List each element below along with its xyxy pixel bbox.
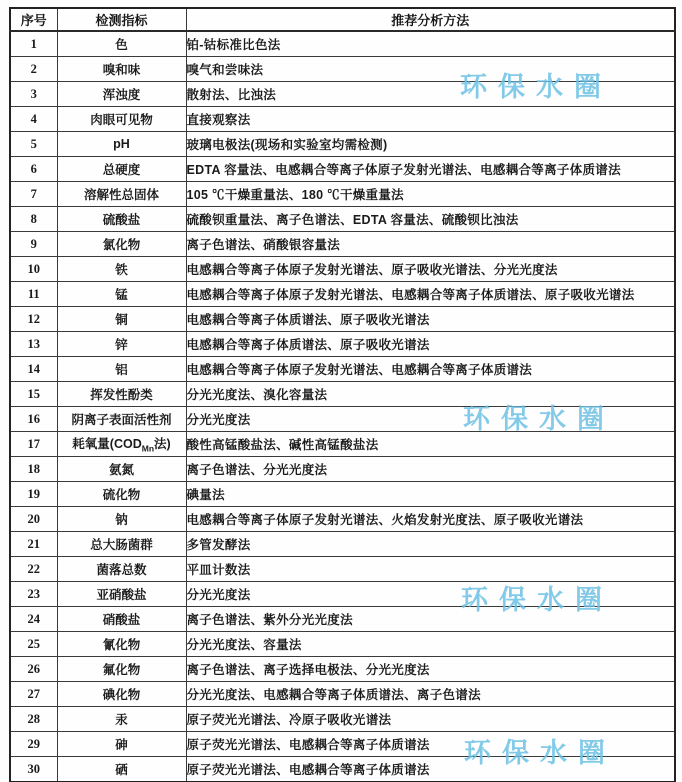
table-row: [10, 232, 675, 257]
indicator-cell: 总硬度: [57, 157, 186, 182]
watermark-text: 环保水圈: [464, 738, 616, 768]
serial-number-cell: 6: [10, 157, 57, 182]
indicator-cell: 色: [57, 31, 186, 57]
method-cell: 平皿计数法: [186, 557, 675, 582]
table-row: [10, 682, 675, 707]
serial-number-cell: 3: [10, 82, 57, 107]
method-cell: 原子荧光光谱法、电感耦合等离子体质谱法: [186, 732, 675, 757]
serial-number-cell: 5: [10, 132, 57, 157]
indicator-cell: 硫化物: [57, 482, 186, 507]
method-cell: 电感耦合等离子体质谱法、原子吸收光谱法: [186, 307, 675, 332]
header-recommended-method: 推荐分析方法: [186, 8, 675, 31]
method-cell: 离子色谱法、离子选择电极法、分光光度法: [186, 657, 675, 682]
table-row: [10, 257, 675, 282]
table-row: [10, 182, 675, 207]
method-cell: 电感耦合等离子体原子发射光谱法、电感耦合等离子体质谱法: [186, 357, 675, 382]
table-row: [10, 132, 675, 157]
table-row: [10, 357, 675, 382]
serial-number-cell: 7: [10, 182, 57, 207]
indicator-cell: 氰化物: [57, 632, 186, 657]
table-row: [10, 557, 675, 582]
serial-number-cell: 12: [10, 307, 57, 332]
serial-number-cell: 16: [10, 407, 57, 432]
watermark-text: 环保水圈: [460, 72, 612, 102]
serial-number-cell: 15: [10, 382, 57, 407]
indicator-cell: 铝: [57, 357, 186, 382]
method-cell: 离子色谱法、紫外分光光度法: [186, 607, 675, 632]
indicator-cell: 铜: [57, 307, 186, 332]
table-row: [10, 57, 675, 82]
serial-number-cell: 2: [10, 57, 57, 82]
serial-number-cell: 14: [10, 357, 57, 382]
method-cell: 散射法、比浊法: [186, 82, 675, 107]
indicator-cell: 硝酸盐: [57, 607, 186, 632]
serial-number-cell: 20: [10, 507, 57, 532]
indicator-cell: 挥发性酚类: [57, 382, 186, 407]
serial-number-cell: 9: [10, 232, 57, 257]
indicator-cell: 阴离子表面活性剂: [57, 407, 186, 432]
table-row: [10, 482, 675, 507]
method-cell: 分光光度法、溴化容量法: [186, 382, 675, 407]
serial-number-cell: 13: [10, 332, 57, 357]
method-cell: 分光光度法: [186, 407, 675, 432]
serial-number-cell: 26: [10, 657, 57, 682]
method-cell: 电感耦合等离子体原子发射光谱法、原子吸收光谱法、分光光度法: [186, 257, 675, 282]
method-cell: 电感耦合等离子体原子发射光谱法、火焰发射光度法、原子吸收光谱法: [186, 507, 675, 532]
table-row: [10, 82, 675, 107]
method-cell: 玻璃电极法(现场和实验室均需检测): [186, 132, 675, 157]
serial-number-cell: 10: [10, 257, 57, 282]
analysis-methods-table: [9, 7, 676, 782]
indicator-cell: 铁: [57, 257, 186, 282]
indicator-cell: 硒: [57, 757, 186, 782]
method-cell: 原子荧光光谱法、冷原子吸收光谱法: [186, 707, 675, 732]
table-row: [10, 382, 675, 407]
table-row: [10, 532, 675, 557]
method-cell: 原子荧光光谱法、电感耦合等离子体质谱法: [186, 757, 675, 782]
method-cell: 铂-钴标准比色法: [186, 31, 675, 57]
table-row: [10, 31, 675, 57]
table-row: [10, 507, 675, 532]
indicator-cell: 硫酸盐: [57, 207, 186, 232]
indicator-cell: 亚硝酸盐: [57, 582, 186, 607]
serial-number-cell: 24: [10, 607, 57, 632]
indicator-cell: 氟化物: [57, 657, 186, 682]
method-cell: 嗅气和尝味法: [186, 57, 675, 82]
table-header: [10, 8, 675, 31]
watermark-text: 环保水圈: [461, 585, 613, 615]
indicator-cell: 总大肠菌群: [57, 532, 186, 557]
serial-number-cell: 1: [10, 31, 57, 57]
table-row: [10, 207, 675, 232]
serial-number-cell: 30: [10, 757, 57, 782]
indicator-cell: 钠: [57, 507, 186, 532]
table-row: [10, 282, 675, 307]
table-row: [10, 657, 675, 682]
indicator-cell: 菌落总数: [57, 557, 186, 582]
table-row: [10, 582, 675, 607]
serial-number-cell: 22: [10, 557, 57, 582]
method-cell: 碘量法: [186, 482, 675, 507]
serial-number-cell: 23: [10, 582, 57, 607]
indicator-cell: 锌: [57, 332, 186, 357]
method-cell: 分光光度法、容量法: [186, 632, 675, 657]
table-row: [10, 757, 675, 782]
serial-number-cell: 27: [10, 682, 57, 707]
method-cell: 离子色谱法、分光光度法: [186, 457, 675, 482]
serial-number-cell: 17: [10, 432, 57, 457]
serial-number-cell: 8: [10, 207, 57, 232]
indicator-cell: 砷: [57, 732, 186, 757]
watermark-text: 环保水圈: [463, 404, 615, 434]
method-cell: 分光光度法: [186, 582, 675, 607]
method-cell: 电感耦合等离子体质谱法、原子吸收光谱法: [186, 332, 675, 357]
table-row: [10, 707, 675, 732]
method-cell: 105 ℃干燥重量法、180 ℃干燥重量法: [186, 182, 675, 207]
method-cell: EDTA 容量法、电感耦合等离子体原子发射光谱法、电感耦合等离子体质谱法: [186, 157, 675, 182]
table-body: [10, 31, 675, 782]
indicator-cell: 碘化物: [57, 682, 186, 707]
serial-number-cell: 18: [10, 457, 57, 482]
serial-number-cell: 25: [10, 632, 57, 657]
indicator-cell: 嗅和味: [57, 57, 186, 82]
indicator-cell: 汞: [57, 707, 186, 732]
method-cell: 分光光度法、电感耦合等离子体质谱法、离子色谱法: [186, 682, 675, 707]
table-row: [10, 732, 675, 757]
serial-number-cell: 28: [10, 707, 57, 732]
indicator-text: 法): [154, 437, 171, 452]
method-cell: 硫酸钡重量法、离子色谱法、EDTA 容量法、硫酸钡比浊法: [186, 207, 675, 232]
table-row: [10, 632, 675, 657]
table-row: [10, 307, 675, 332]
indicator-cell: [57, 432, 186, 457]
method-cell: 电感耦合等离子体原子发射光谱法、电感耦合等离子体质谱法、原子吸收光谱法: [186, 282, 675, 307]
serial-number-cell: 19: [10, 482, 57, 507]
indicator-cell: 锰: [57, 282, 186, 307]
indicator-cell: 溶解性总固体: [57, 182, 186, 207]
table-row: [10, 432, 675, 457]
header-row: [10, 8, 675, 31]
indicator-cell: 浑浊度: [57, 82, 186, 107]
serial-number-cell: 11: [10, 282, 57, 307]
indicator-cell: 氯化物: [57, 232, 186, 257]
header-serial-number: 序号: [10, 8, 57, 31]
method-cell: 多管发酵法: [186, 532, 675, 557]
table-row: [10, 407, 675, 432]
serial-number-cell: 4: [10, 107, 57, 132]
indicator-cell: pH: [57, 132, 186, 157]
indicator-cell: 肉眼可见物: [57, 107, 186, 132]
table-row: [10, 157, 675, 182]
indicator-text: 耗氧量(COD: [72, 437, 142, 452]
table-row: [10, 107, 675, 132]
table-row: [10, 457, 675, 482]
method-cell: 离子色谱法、硝酸银容量法: [186, 232, 675, 257]
indicator-cell: 氨氮: [57, 457, 186, 482]
table-row: [10, 332, 675, 357]
header-detection-indicator: 检测指标: [57, 8, 186, 31]
serial-number-cell: 21: [10, 532, 57, 557]
method-cell: 酸性高锰酸盐法、碱性高锰酸盐法: [186, 432, 675, 457]
serial-number-cell: 29: [10, 732, 57, 757]
method-cell: 直接观察法: [186, 107, 675, 132]
table-row: [10, 607, 675, 632]
indicator-subscript: Mn: [141, 443, 155, 454]
